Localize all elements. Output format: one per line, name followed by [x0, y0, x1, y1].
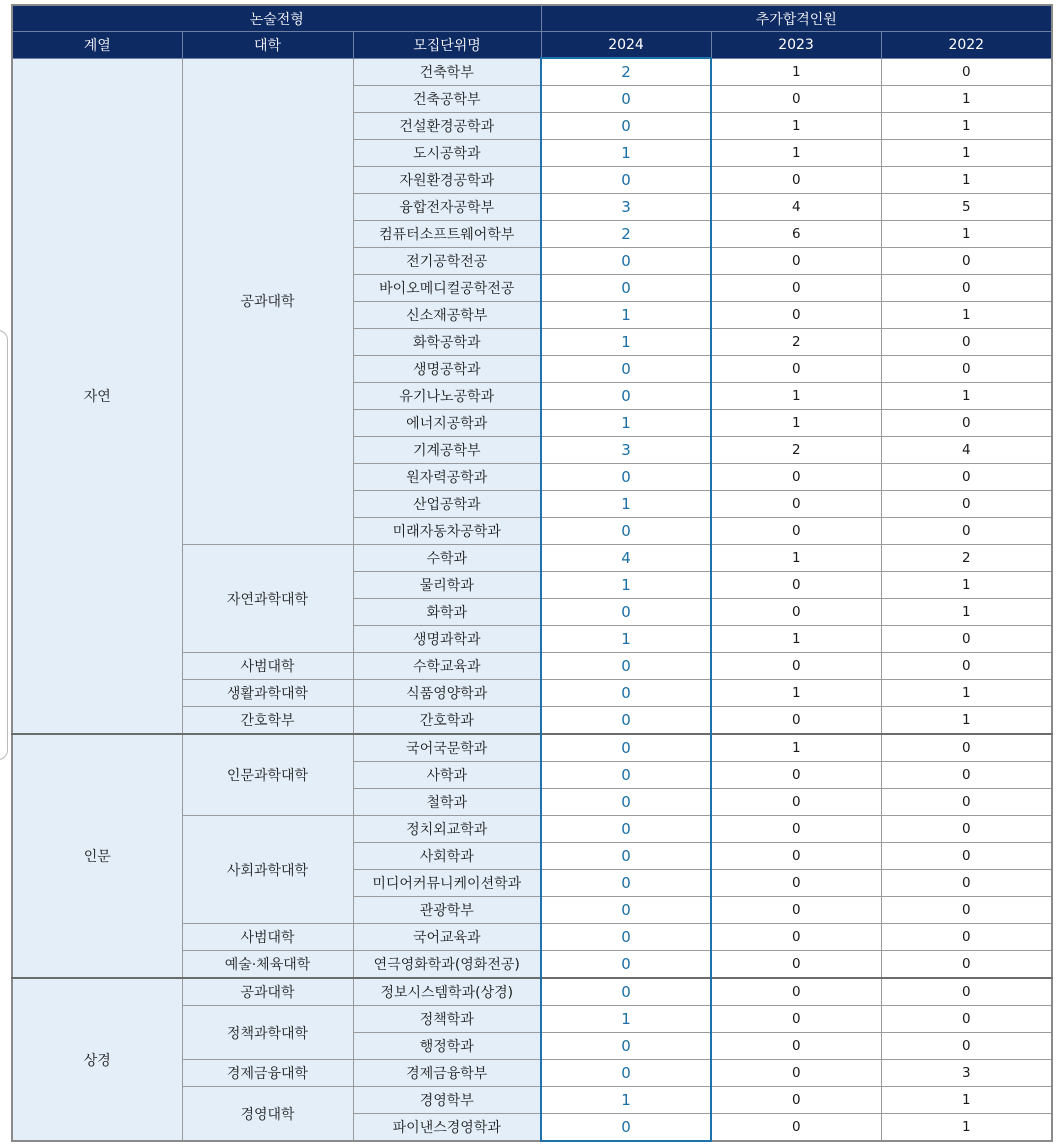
unit-name-cell: 건축공학부 — [353, 86, 541, 113]
value-2024-cell: 1 — [541, 626, 711, 653]
unit-name-cell: 관광학부 — [353, 897, 541, 924]
value-2022-cell: 1 — [881, 707, 1052, 735]
value-2023-cell: 0 — [711, 897, 881, 924]
value-2023-cell: 0 — [711, 518, 881, 545]
unit-name-cell: 생명과학과 — [353, 626, 541, 653]
value-2024-cell: 1 — [541, 329, 711, 356]
unit-name-cell: 사학과 — [353, 762, 541, 789]
value-2023-cell: 0 — [711, 789, 881, 816]
unit-name-cell: 원자력공학과 — [353, 464, 541, 491]
value-2022-cell: 0 — [881, 978, 1052, 1006]
college-cell: 경제금융대학 — [182, 1060, 353, 1087]
unit-name-cell: 도시공학과 — [353, 140, 541, 167]
header-additional-acceptance: 추가합격인원 — [541, 5, 1052, 32]
value-2023-cell: 0 — [711, 951, 881, 979]
value-2023-cell: 0 — [711, 464, 881, 491]
value-2024-cell: 3 — [541, 437, 711, 464]
value-2024-cell: 0 — [541, 924, 711, 951]
value-2022-cell: 0 — [881, 1033, 1052, 1060]
value-2023-cell: 4 — [711, 194, 881, 221]
value-2024-cell: 1 — [541, 1087, 711, 1114]
table-row — [12, 58, 1052, 86]
table-row — [12, 734, 1052, 762]
college-cell: 사범대학 — [182, 924, 353, 951]
value-2022-cell: 1 — [881, 383, 1052, 410]
value-2023-cell: 0 — [711, 978, 881, 1006]
college-cell: 생활과학대학 — [182, 680, 353, 707]
unit-name-cell: 미디어커뮤니케이션학과 — [353, 870, 541, 897]
value-2023-cell: 0 — [711, 356, 881, 383]
value-2023-cell: 0 — [711, 924, 881, 951]
unit-name-cell: 생명공학과 — [353, 356, 541, 383]
value-2022-cell: 0 — [881, 789, 1052, 816]
unit-name-cell: 수학과 — [353, 545, 541, 572]
unit-name-cell: 건축학부 — [353, 58, 541, 86]
college-cell: 사회과학대학 — [182, 816, 353, 924]
value-2024-cell: 0 — [541, 762, 711, 789]
value-2024-cell: 0 — [541, 167, 711, 194]
side-scroll-bracket — [0, 330, 8, 760]
unit-name-cell: 정보시스템학과(상경) — [353, 978, 541, 1006]
value-2024-cell: 3 — [541, 194, 711, 221]
header-field: 계열 — [12, 32, 182, 59]
value-2024-cell: 1 — [541, 1006, 711, 1033]
value-2024-cell: 0 — [541, 951, 711, 979]
value-2024-cell: 0 — [541, 248, 711, 275]
header-year-2022: 2022 — [881, 32, 1052, 59]
value-2024-cell: 0 — [541, 897, 711, 924]
unit-name-cell: 건설환경공학과 — [353, 113, 541, 140]
value-2022-cell: 0 — [881, 924, 1052, 951]
unit-name-cell: 파이낸스경영학과 — [353, 1114, 541, 1142]
value-2024-cell: 0 — [541, 356, 711, 383]
unit-name-cell: 정치외교학과 — [353, 816, 541, 843]
table-row — [12, 978, 1052, 1006]
value-2022-cell: 0 — [881, 58, 1052, 86]
value-2023-cell: 0 — [711, 870, 881, 897]
header-year-2024: 2024 — [541, 32, 711, 59]
value-2024-cell: 0 — [541, 518, 711, 545]
unit-name-cell: 컴퓨터소프트웨어학부 — [353, 221, 541, 248]
header-year-2023: 2023 — [711, 32, 881, 59]
value-2024-cell: 0 — [541, 843, 711, 870]
unit-name-cell: 에너지공학과 — [353, 410, 541, 437]
value-2024-cell: 0 — [541, 653, 711, 680]
value-2022-cell: 1 — [881, 572, 1052, 599]
college-cell: 공과대학 — [182, 978, 353, 1006]
unit-name-cell: 철학과 — [353, 789, 541, 816]
value-2022-cell: 5 — [881, 194, 1052, 221]
value-2023-cell: 0 — [711, 302, 881, 329]
value-2023-cell: 0 — [711, 86, 881, 113]
value-2022-cell: 0 — [881, 248, 1052, 275]
unit-name-cell: 신소재공학부 — [353, 302, 541, 329]
value-2024-cell: 1 — [541, 410, 711, 437]
additional-acceptance-table — [11, 4, 1053, 1142]
unit-name-cell: 미래자동차공학과 — [353, 518, 541, 545]
value-2022-cell: 0 — [881, 762, 1052, 789]
unit-name-cell: 경영학부 — [353, 1087, 541, 1114]
value-2024-cell: 0 — [541, 1114, 711, 1142]
value-2024-cell: 0 — [541, 86, 711, 113]
value-2024-cell: 1 — [541, 302, 711, 329]
value-2024-cell: 2 — [541, 58, 711, 86]
field-cell: 상경 — [12, 978, 182, 1141]
value-2023-cell: 1 — [711, 734, 881, 762]
value-2024-cell: 1 — [541, 140, 711, 167]
value-2022-cell: 3 — [881, 1060, 1052, 1087]
value-2023-cell: 0 — [711, 762, 881, 789]
value-2024-cell: 0 — [541, 870, 711, 897]
value-2022-cell: 0 — [881, 843, 1052, 870]
college-cell: 사범대학 — [182, 653, 353, 680]
value-2024-cell: 0 — [541, 789, 711, 816]
value-2022-cell: 0 — [881, 870, 1052, 897]
value-2022-cell: 0 — [881, 626, 1052, 653]
header-row-columns — [12, 32, 1052, 59]
value-2022-cell: 0 — [881, 491, 1052, 518]
value-2023-cell: 0 — [711, 1114, 881, 1142]
header-college: 대학 — [182, 32, 353, 59]
value-2023-cell: 1 — [711, 626, 881, 653]
value-2024-cell: 4 — [541, 545, 711, 572]
value-2023-cell: 0 — [711, 599, 881, 626]
unit-name-cell: 화학과 — [353, 599, 541, 626]
value-2023-cell: 0 — [711, 843, 881, 870]
value-2022-cell: 0 — [881, 356, 1052, 383]
unit-name-cell: 자원환경공학과 — [353, 167, 541, 194]
value-2023-cell: 0 — [711, 1006, 881, 1033]
value-2023-cell: 0 — [711, 1060, 881, 1087]
value-2023-cell: 1 — [711, 58, 881, 86]
value-2024-cell: 0 — [541, 734, 711, 762]
value-2022-cell: 0 — [881, 1006, 1052, 1033]
value-2022-cell: 1 — [881, 599, 1052, 626]
value-2022-cell: 0 — [881, 816, 1052, 843]
unit-name-cell: 바이오메디컬공학전공 — [353, 275, 541, 302]
unit-name-cell: 산업공학과 — [353, 491, 541, 518]
value-2023-cell: 0 — [711, 572, 881, 599]
college-cell: 인문과학대학 — [182, 734, 353, 816]
value-2023-cell: 0 — [711, 491, 881, 518]
unit-name-cell: 간호학과 — [353, 707, 541, 735]
unit-name-cell: 기계공학부 — [353, 437, 541, 464]
value-2024-cell: 0 — [541, 707, 711, 735]
value-2023-cell: 1 — [711, 545, 881, 572]
value-2024-cell: 0 — [541, 680, 711, 707]
unit-name-cell: 행정학과 — [353, 1033, 541, 1060]
unit-name-cell: 국어국문학과 — [353, 734, 541, 762]
value-2023-cell: 1 — [711, 680, 881, 707]
value-2023-cell: 0 — [711, 707, 881, 735]
value-2022-cell: 0 — [881, 653, 1052, 680]
value-2024-cell: 0 — [541, 464, 711, 491]
unit-name-cell: 연극영화학과(영화전공) — [353, 951, 541, 979]
value-2022-cell: 4 — [881, 437, 1052, 464]
table-body — [12, 58, 1052, 1141]
value-2024-cell: 1 — [541, 491, 711, 518]
value-2024-cell: 0 — [541, 978, 711, 1006]
value-2022-cell: 1 — [881, 1114, 1052, 1142]
value-2023-cell: 2 — [711, 437, 881, 464]
value-2024-cell: 0 — [541, 1033, 711, 1060]
value-2022-cell: 0 — [881, 897, 1052, 924]
college-cell: 예술·체육대학 — [182, 951, 353, 979]
value-2024-cell: 0 — [541, 1060, 711, 1087]
value-2024-cell: 2 — [541, 221, 711, 248]
value-2024-cell: 0 — [541, 383, 711, 410]
header-essay-admission: 논술전형 — [12, 5, 541, 32]
value-2022-cell: 0 — [881, 518, 1052, 545]
table-header — [12, 5, 1052, 58]
value-2023-cell: 6 — [711, 221, 881, 248]
unit-name-cell: 융합전자공학부 — [353, 194, 541, 221]
header-unit: 모집단위명 — [353, 32, 541, 59]
value-2023-cell: 0 — [711, 167, 881, 194]
college-cell: 경영대학 — [182, 1087, 353, 1142]
college-cell: 정책과학대학 — [182, 1006, 353, 1060]
value-2024-cell: 0 — [541, 816, 711, 843]
unit-name-cell: 정책학과 — [353, 1006, 541, 1033]
value-2022-cell: 0 — [881, 410, 1052, 437]
college-cell: 간호학부 — [182, 707, 353, 735]
value-2022-cell: 1 — [881, 221, 1052, 248]
value-2022-cell: 1 — [881, 140, 1052, 167]
value-2024-cell: 0 — [541, 599, 711, 626]
unit-name-cell: 수학교육과 — [353, 653, 541, 680]
value-2022-cell: 0 — [881, 734, 1052, 762]
value-2022-cell: 1 — [881, 167, 1052, 194]
unit-name-cell: 식품영양학과 — [353, 680, 541, 707]
unit-name-cell: 물리학과 — [353, 572, 541, 599]
value-2022-cell: 0 — [881, 464, 1052, 491]
college-cell: 자연과학대학 — [182, 545, 353, 653]
value-2022-cell: 2 — [881, 545, 1052, 572]
unit-name-cell: 화학공학과 — [353, 329, 541, 356]
college-cell: 공과대학 — [182, 58, 353, 545]
value-2023-cell: 0 — [711, 653, 881, 680]
unit-name-cell: 국어교육과 — [353, 924, 541, 951]
unit-name-cell: 유기나노공학과 — [353, 383, 541, 410]
header-row-groups — [12, 5, 1052, 32]
field-cell: 인문 — [12, 734, 182, 978]
field-cell: 자연 — [12, 58, 182, 734]
value-2023-cell: 2 — [711, 329, 881, 356]
value-2023-cell: 0 — [711, 248, 881, 275]
unit-name-cell: 경제금융학부 — [353, 1060, 541, 1087]
value-2022-cell: 1 — [881, 113, 1052, 140]
value-2022-cell: 1 — [881, 680, 1052, 707]
value-2022-cell: 0 — [881, 329, 1052, 356]
value-2023-cell: 0 — [711, 275, 881, 302]
value-2023-cell: 0 — [711, 816, 881, 843]
value-2023-cell: 0 — [711, 1087, 881, 1114]
value-2023-cell: 1 — [711, 113, 881, 140]
value-2022-cell: 0 — [881, 951, 1052, 979]
value-2022-cell: 1 — [881, 302, 1052, 329]
value-2023-cell: 0 — [711, 1033, 881, 1060]
value-2024-cell: 1 — [541, 572, 711, 599]
unit-name-cell: 전기공학전공 — [353, 248, 541, 275]
value-2023-cell: 1 — [711, 140, 881, 167]
admissions-table-container — [11, 4, 1051, 1142]
value-2024-cell: 0 — [541, 275, 711, 302]
value-2022-cell: 1 — [881, 1087, 1052, 1114]
unit-name-cell: 사회학과 — [353, 843, 541, 870]
value-2023-cell: 1 — [711, 410, 881, 437]
value-2022-cell: 1 — [881, 86, 1052, 113]
value-2024-cell: 0 — [541, 113, 711, 140]
value-2022-cell: 0 — [881, 275, 1052, 302]
value-2023-cell: 1 — [711, 383, 881, 410]
